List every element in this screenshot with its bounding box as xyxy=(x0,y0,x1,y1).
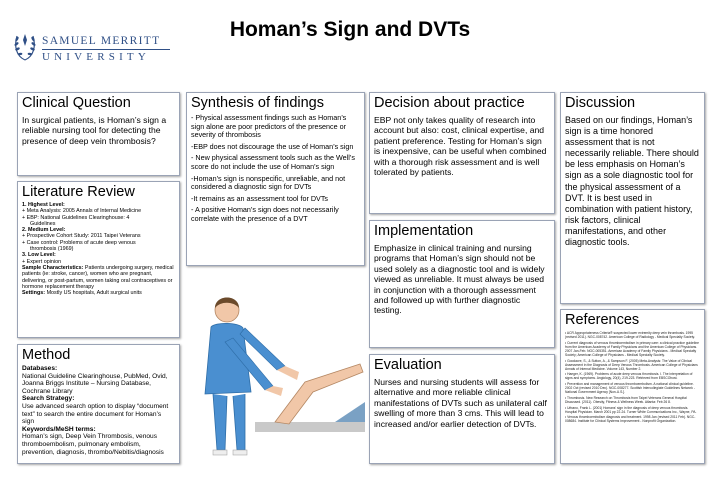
synthesis-heading: Synthesis of findings xyxy=(191,95,324,111)
clinical-question-heading: Clinical Question xyxy=(22,95,131,111)
literature-review-heading: Literature Review xyxy=(22,184,135,200)
sample-text: Patients undergoing surgery, medical patients (ie: stroke, cancer), women who are pregnant, delivering, or post-partum, women taking oral contraceptives or hormone replacement therapy xyxy=(22,264,174,290)
references-heading: References xyxy=(565,312,640,328)
implementation-heading: Implementation xyxy=(374,223,474,239)
decision-heading: Decision about practice xyxy=(374,95,525,111)
logo-line-1: SAMUEL MERRITT xyxy=(42,35,161,47)
synthesis-item: - New physical assessment tools such as the Well’s score do not include the use of Homan’s sign xyxy=(191,153,355,171)
synthesis-item: -It remains as an assessment tool for DVTs xyxy=(191,193,329,203)
reference-item: • Urbano, Frank L. (2001) Homans' sign in the diagnosis of deep venous thrombosis. Hospital Physician. March 2001 pp 22-24. Turner White Communications Inc., Wayne, PA. xyxy=(565,406,700,414)
keywords-label: Keywords/MeSH terms: xyxy=(22,425,96,433)
level3-label: 3. Low Level: xyxy=(22,252,56,259)
level1-label: 1. Highest Level: xyxy=(22,202,65,208)
discussion-heading: Discussion xyxy=(565,95,636,111)
reference-item: • Haeger, K. (1969). Problems of acute deep venous thrombosis. I. The interpretation of signs and symptoms. Angiology, 20(4), 219-223. Retrieved from EBSCOhost. xyxy=(565,372,700,380)
databases-label: Databases: xyxy=(22,365,58,372)
level1-item: + Meta Analysis: 2005 Annals of Internal Medicine xyxy=(22,208,142,215)
evaluation-text: Nurses and nursing students will assess for alternative and more reliable clinical manifestations of DVTs such as unilateral calf swelling of more than 3 cms. This will lead to increased and/or earlier detection of DVTs. xyxy=(374,377,547,429)
settings-label: Settings: xyxy=(22,290,46,297)
discussion-box xyxy=(560,92,705,304)
reference-item: • Prevention and management of venous thromboembolism. A national clinical guideline. 2002 Oct (revised 2010 Dec). NGC-008277. Scottish Intercollegiate Guidelines Network - National Government Agency [Non-U.S.]. xyxy=(565,382,700,394)
method-box xyxy=(17,344,180,464)
synthesis-item: - Physical assessment findings such as Homan’s sign alone are poor predictors of the presence or severity of thrombosis xyxy=(191,113,347,140)
clinical-question-text: In surgical patients, is Homan’s sign a reliable nursing tool for detecting the presence of deep vein thrombosis? xyxy=(22,115,167,146)
keywords-text: Homan’s sign, Deep Vein Thrombosis, venous thromboembolism, pulmonary embolism, prevention, diagnosis, thrombo/Nebitis/diagnosis xyxy=(22,433,164,456)
homans-sign-illustration xyxy=(185,272,365,462)
patient-shorts xyxy=(335,402,365,422)
settings-text: Mostly US hospitals, Adult surgical units xyxy=(46,290,142,297)
level1-item: + EBP: National Guidelines Clearinghouse: 4 xyxy=(22,214,130,221)
sample-label: Sample Characteristics: xyxy=(22,264,84,271)
university-logo xyxy=(10,24,170,68)
databases-text: National Guideline Clearinghouse, PubMed, Ovid, Joanna Briggs Institute – Nursing Database, Cochrane Library xyxy=(22,372,168,395)
reference-item: • Goodacre, S., & Sutton, A., & Sampson F. (2005) Meta-Analysis: The Value of Clinical Assessment in the Diagnosis of Deep Venous Thrombosis. American College of Physicians Annals of Internal Medicine. Volume 143, Number 2. xyxy=(565,359,700,371)
exam-table xyxy=(255,422,365,432)
logo-divider xyxy=(42,49,170,50)
decision-box xyxy=(369,92,555,214)
level1-item: Guidelines xyxy=(30,220,56,227)
synthesis-item: -EBP does not discourage the use of Homan’s sign xyxy=(191,141,354,151)
level2-item: + Case control: Problems of acute deep venous xyxy=(22,239,136,246)
laurel-crest-icon xyxy=(12,28,38,64)
reference-item: • Current diagnosis of venous thromboembolism in primary care: a clinical practice guideline from the American Academy of Family Physicians and the American College of Physicians. 2007 Jan-Feb. NGC-005351. American Academy of Family Physicians - Medical Specialty Society; American College of Physicians - Medical Specialty Society. xyxy=(565,341,700,357)
strategy-text: Use advanced search option to display “document text” to search the entire document for Homan’s sign xyxy=(22,402,169,426)
clinical-question-box xyxy=(17,92,180,176)
reference-item: • Venous thromboembolism diagnosis and treatment. 1998 Jan (revised 2011 Feb). NGC-008684. Institute for Clinical Systems Improvement - Nonprofit Organization. xyxy=(565,415,700,423)
synthesis-item: - A positive Homan’s sign does not necessarily correlate with the presence of a DVT xyxy=(191,205,339,223)
evaluation-box xyxy=(369,354,555,464)
page-title: Homan’s Sign and DVTs xyxy=(229,18,471,41)
references-box xyxy=(560,309,705,464)
strategy-label: Search Strategy: xyxy=(22,395,75,403)
nurse-legs xyxy=(213,394,245,450)
reference-item: • ACR Appropriateness Criteria® suspected lower extremity deep vein thrombosis. 1995 (revised 2011). NGC-008742. American College of Radiology - Medical Specialty Society. xyxy=(565,331,700,339)
reference-item: • Thrombosis. New Research on Thrombosis from Taipei Veterans General Hospital Discussed. (2011). Obesity, Fitness & Wellness Week. Atlanta: Feb 26 8. xyxy=(565,396,700,404)
nurse-shoe xyxy=(233,450,247,455)
implementation-box xyxy=(369,220,555,348)
level2-item: thrombosis (1969) xyxy=(30,246,74,253)
synthesis-item: -Homan’s sign is nonspecific, unreliable, and not considered a diagnostic sign for DVTs xyxy=(191,173,346,192)
logo-line-2: UNIVERSITY xyxy=(42,51,150,63)
method-heading: Method xyxy=(22,347,71,363)
synthesis-box xyxy=(186,92,365,266)
implementation-text: Emphasize in clinical training and nursing programs that Homan’s sign should not be used solely as a diagnostic tool and is widely viewed as unreliable. It must always be used in conjunction with a thorough assessment and followed up with further diagnostic testing. xyxy=(374,243,545,316)
level2-label: 2. Medium Level: xyxy=(22,227,66,234)
discussion-text: Based on our findings, Homan’s sign is a time honored assessment that is not necessarily reliable. There should be less emphasis on Homan’s sign as a sole diagnostic tool for the physical assessment of a DVT. It is best used in combination with patient history, risk factors, clinical manifestations, and other diagnostic tools. xyxy=(565,115,699,248)
nurse-shoe xyxy=(213,450,227,455)
evaluation-heading: Evaluation xyxy=(374,357,442,373)
literature-review-box xyxy=(17,181,180,338)
level2-item: + Prospective Cohort Study: 2011 Taipei Veterans xyxy=(22,233,141,240)
level3-item: + Expert opinion xyxy=(22,258,62,265)
decision-text: EBP not only takes quality of research into account but also: cost, clinical expertise, and patient preference. Testing for Homan’s sign is inexpensive, can be useful when combined with a thorough risk assessment and is well tolerated by patients. xyxy=(374,115,547,178)
